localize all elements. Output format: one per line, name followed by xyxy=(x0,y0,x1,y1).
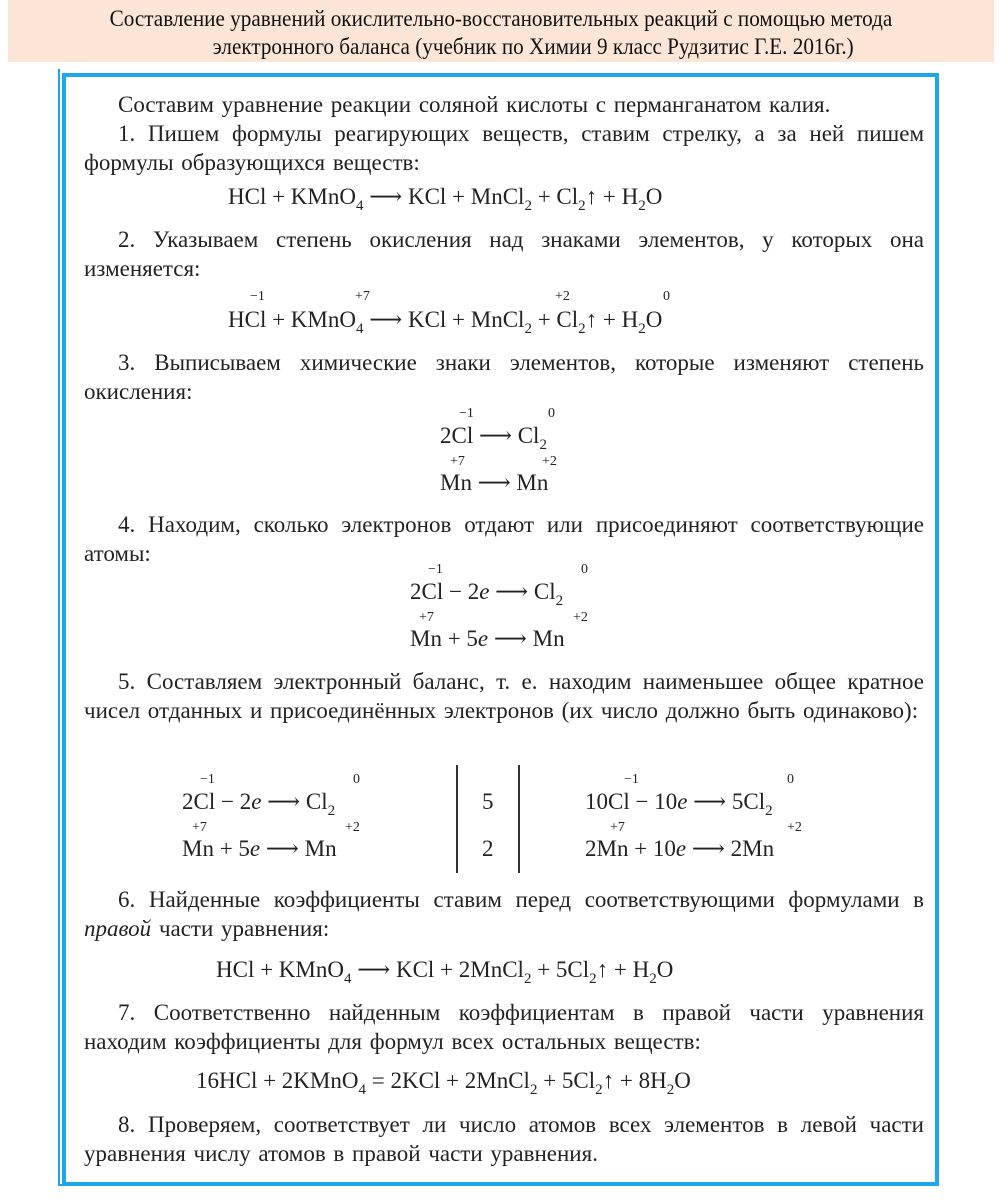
step-1-text: 1. Пишем формулы реагирующих веществ, ставим стрелку, а за ней пишем формулы образующихся веществ: xyxy=(84,121,924,175)
equation-6: HCl + KMnO$_4$ ⟶ KCl + 2MnCl$_2$ + $5Cl_2↑ + H_2O$ xyxy=(216,957,674,987)
ox-state: +2 xyxy=(345,820,360,835)
step-7-text: 7. Соответственно найденным коэффициентам в правой части уравнения находим коэффициенты для формул всех остальных веществ: xyxy=(84,1000,924,1054)
ox-state: 0 xyxy=(581,562,588,577)
ox-state: 0 xyxy=(548,406,555,421)
ox-state: +2 xyxy=(573,610,588,625)
header-title-line2: электронного баланса (учебник по Химии 9 класс Рудзитис Г.Е. 2016г.) xyxy=(212,34,854,59)
step-5-text: 5. Составляем электронный баланс, т. е. находим наименьшее общее кратное чисел отданных и присоединённых электронов (их число должно быть одинаково): xyxy=(84,669,924,723)
ox-state: −1 xyxy=(624,772,639,787)
ox-state: −1 xyxy=(428,562,443,577)
ox-state: +7 xyxy=(450,454,465,469)
page-header xyxy=(8,0,994,62)
equation-7: 16HCl + 2KMnO$_4$ = 2KCl + 2MnCl$_2$ + $5Cl_2↑ + 8H_2O$ xyxy=(196,1068,691,1098)
ox-state: +2 xyxy=(555,289,570,304)
step-3-text: 3. Выписываем химические знаки элементов, которые изменяют степень окисления: xyxy=(84,350,924,404)
ox-state: +7 xyxy=(610,820,625,835)
ox-state: +7 xyxy=(192,820,207,835)
step-2-text: 2. Указываем степень окисления над знаками элементов, у которых она изменяется: xyxy=(84,227,924,281)
ox-state: +7 xyxy=(419,610,434,625)
ox-state: +2 xyxy=(787,820,802,835)
multiplier: 2 xyxy=(482,836,494,861)
ox-state: 0 xyxy=(663,289,670,304)
ox-state: −1 xyxy=(459,406,474,421)
header-title-line1: Составление уравнений окислительно-восстановительных реакций с помощью метода xyxy=(109,6,893,31)
intro-text: Составим уравнение реакции соляной кислоты с перманганатом калия. xyxy=(118,92,831,117)
step-6-text: 6. Найденные коэффициенты ставим перед соответствующими формулами в правой части уравнения: xyxy=(84,887,924,941)
ox-state: 0 xyxy=(353,772,360,787)
ox-state: +7 xyxy=(355,289,370,304)
divider-line xyxy=(456,765,458,873)
equation-1: HCl + KMnO$_4$ ⟶ KCl + MnCl$_2$ + $Cl_2↑ + H_2O$ xyxy=(228,184,663,214)
ox-state: +2 xyxy=(542,454,557,469)
ox-state: −1 xyxy=(200,772,215,787)
divider-line xyxy=(518,765,520,873)
step-8-text: 8. Проверяем, соответствует ли число атомов всех элементов в левой части уравнения числу атомов в правой части уравнения. xyxy=(84,1112,924,1166)
step-4-text: 4. Находим, сколько электронов отдают или присоединяют соответствующие атомы: xyxy=(84,512,924,566)
ox-state: −1 xyxy=(250,289,265,304)
multiplier: 5 xyxy=(482,789,494,814)
ox-state: 0 xyxy=(787,772,794,787)
